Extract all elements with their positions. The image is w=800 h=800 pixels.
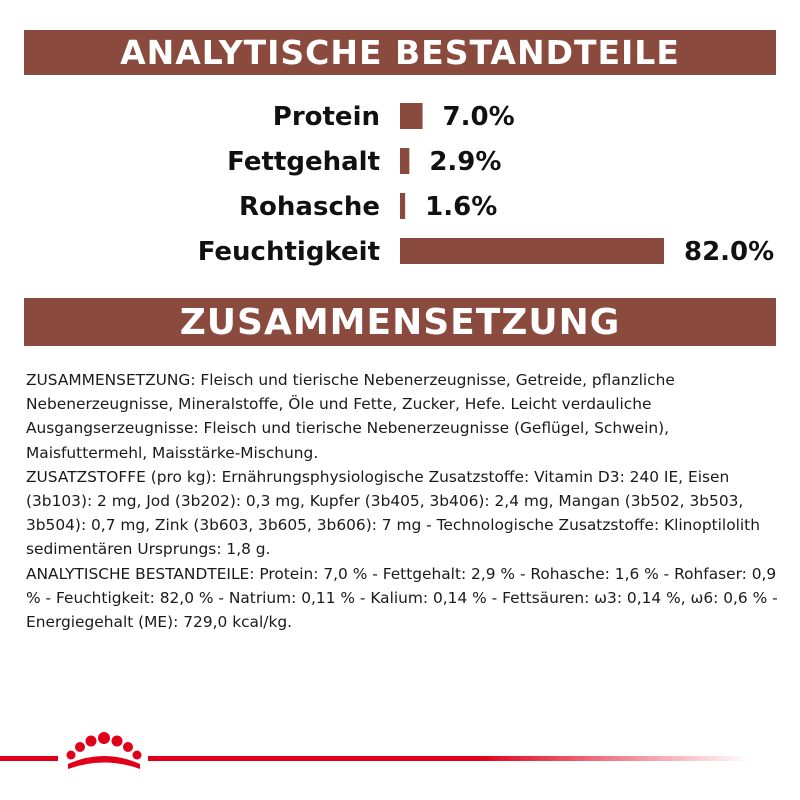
analytic-section-banner [24,30,776,75]
bar [400,148,409,174]
analytic-section-title: ANALYTISCHE BESTANDTEILE [120,33,680,72]
category-label: Rohasche [239,192,380,222]
value-label: 82.0% [684,237,775,267]
footer-red-line-left [0,756,58,761]
value-label: 2.9% [429,147,502,177]
bar [400,193,405,219]
bar [400,103,423,129]
composition-text-block [26,368,778,634]
category-label: Feuchtigkeit [197,237,380,267]
category-label: Protein [272,102,380,132]
value-label: 1.6% [425,192,498,222]
footer-red-line-right [148,756,750,761]
composition-section-banner [24,298,776,346]
category-label: Fettgehalt [227,147,380,177]
footer-brand-strip [0,726,800,776]
analytic-paragraph: ANALYTISCHE BESTANDTEILE: Protein: 7,0 % - Fettgehalt: 2,9 % - Rohasche: 1,6 % - Rohfaser: 0,9 % - Feuchtigkeit: 82,0 % - Natrium: 0,11 % - Kalium: 0,14 % - Fettsäuren: ω3: 0,14 %, ω6: 0,6 % - Energiegehalt (ME): 729,0 kcal/kg. [26,564,778,632]
composition-paragraph: ZUSAMMENSETZUNG: Fleisch und tierische Nebenerzeugnisse, Getreide, pflanzliche Nebenerzeugnisse, Mineralstoffe, Öle und Fette, Zucker, Hefe. Leicht verdauliche Ausgangserzeugnisse: Fleisch und tierische Nebenerzeugnisse (Geflügel, Schwein), Maisfuttermehl, Maisstärke-Mischung. [26,371,675,462]
bar [400,238,664,264]
composition-section-title: ZUSAMMENSETZUNG [179,301,621,343]
additives-paragraph: ZUSATZSTOFFE (pro kg): Ernährungsphysiologische Zusatzstoffe: Vitamin D3: 240 IE, Eisen (3b103): 2 mg, Jod (3b202): 0,3 mg, Kupfer (3b405, 3b406): 2,4 mg, Mangan (3b502, 3b503, 3b504): 0,7 mg, Zink (3b603, 3b605, 3b606): 7 mg - Technologische Zusatzstoffe: Klinoptilolith sedimentären Ursprungs: 1,8 g. [26,467,760,559]
value-label: 7.0% [442,102,515,132]
royal-canin-crown-icon [60,730,148,774]
nutrient-bar-chart [0,90,800,280]
